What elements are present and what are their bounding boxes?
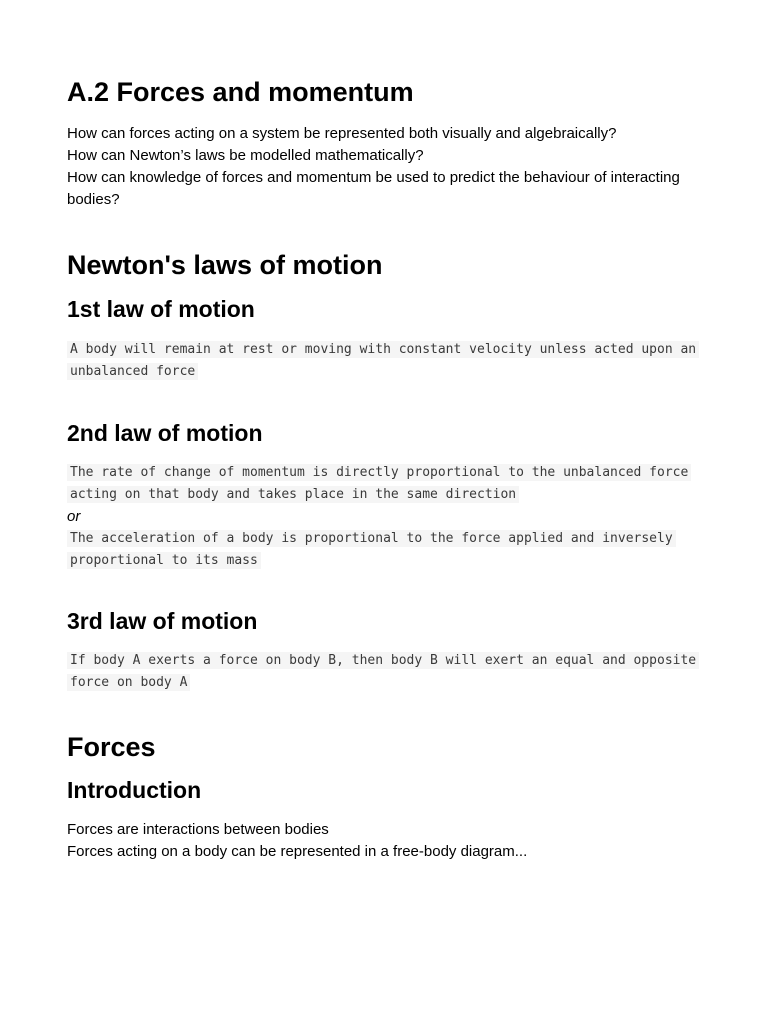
- subheading-third-law: 3rd law of motion: [67, 608, 258, 634]
- third-law-text: [67, 650, 701, 694]
- subheading-first-law: 1st law of motion: [67, 296, 255, 322]
- question-2: How can Newton’s laws be modelled mathematically?: [67, 147, 424, 164]
- page-title: A.2 Forces and momentum: [67, 77, 414, 107]
- subheading-introduction: Introduction: [67, 777, 202, 803]
- second-law-code-b: The acceleration of a body is proportional to the force applied and inversely proportional to its mass: [67, 530, 676, 569]
- question-3: How can knowledge of forces and momentum be used to predict the behaviour of interacting bodies?: [67, 169, 680, 208]
- second-law-code-a: The rate of change of momentum is directly proportional to the unbalanced force acting on that body and takes place in the same direction: [67, 464, 691, 503]
- section-heading-forces: Forces: [67, 732, 156, 762]
- subheading-second-law: 2nd law of motion: [67, 420, 263, 446]
- second-law-text-b: [67, 528, 701, 572]
- intro-line-2: Forces acting on a body can be represented in a free-body diagram...: [67, 843, 528, 860]
- question-1: How can forces acting on a system be represented both visually and algebraically?: [67, 125, 617, 142]
- intro-line-1: Forces are interactions between bodies: [67, 821, 329, 838]
- section-heading-newtons-laws: Newton's laws of motion: [67, 250, 383, 280]
- introduction-text: [67, 819, 701, 863]
- guiding-questions: [67, 123, 701, 211]
- first-law-code: A body will remain at rest or moving with constant velocity unless acted upon an unbalanced force: [67, 341, 699, 380]
- second-law-text-a: [67, 462, 701, 506]
- third-law-code: If body A exerts a force on body B, then body B will exert an equal and opposite force on body A: [67, 652, 699, 691]
- first-law-text: [67, 339, 701, 383]
- or-separator: or: [67, 508, 81, 525]
